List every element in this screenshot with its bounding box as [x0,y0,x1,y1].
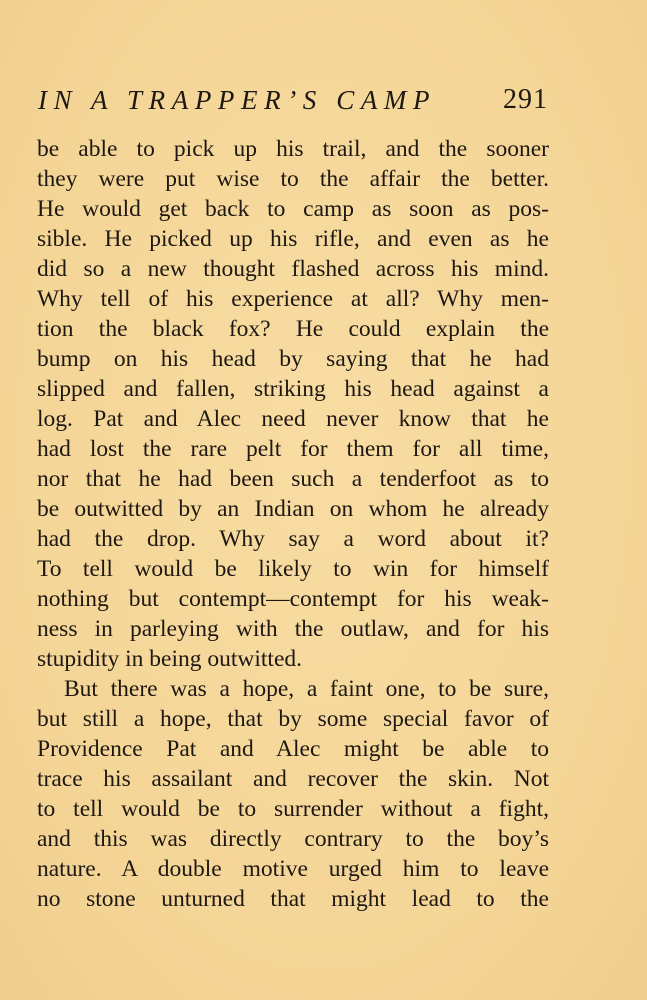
text-line: He would get back to camp as soon as pos- [37,196,549,222]
text-line: nor that he had been such a tenderfoot as to [37,466,549,492]
text-line: To tell would be likely to win for himself [37,556,549,582]
text-line: did so a new thought flashed across his mind. [37,256,549,282]
text-line: Why tell of his experience at all? Why men- [37,286,549,312]
text-line: bump on his head by saying that he had [37,346,549,372]
text-line: log. Pat and Alec need never know that he [37,406,549,432]
text-line: they were put wise to the affair the better. [37,166,549,192]
page-number: 291 [503,84,548,115]
text-line: and this was directly contrary to the boy’s [37,826,549,852]
text-line: Providence Pat and Alec might be able to [37,736,549,762]
text-line: had lost the rare pelt for them for all time, [37,436,549,462]
text-line: sible. He picked up his rifle, and even as he [37,226,549,252]
text-line: be outwitted by an Indian on whom he already [37,496,549,522]
paragraph-start-line: But there was a hope, a faint one, to be sure, [64,676,549,702]
text-line: but still a hope, that by some special favor of [37,706,549,732]
page-header [38,82,548,118]
paragraph-end-line: stupidity in being outwitted. [37,646,303,672]
body-text [37,134,549,914]
running-head: IN A TRAPPER’S CAMP [38,85,437,115]
text-line: trace his assailant and recover the skin. Not [37,766,549,792]
text-line: tion the black fox? He could explain the [37,316,549,342]
text-line: nothing but contempt—contempt for his weak- [37,586,549,612]
text-line: ness in parleying with the outlaw, and for his [37,616,549,642]
text-line: nature. A double motive urged him to leave [37,856,549,882]
text-line: no stone unturned that might lead to the [37,886,549,912]
text-line: had the drop. Why say a word about it? [37,526,549,552]
text-line: slipped and fallen, striking his head against a [37,376,549,402]
text-line: be able to pick up his trail, and the sooner [37,136,549,162]
text-line: to tell would be to surrender without a fight, [37,796,549,822]
